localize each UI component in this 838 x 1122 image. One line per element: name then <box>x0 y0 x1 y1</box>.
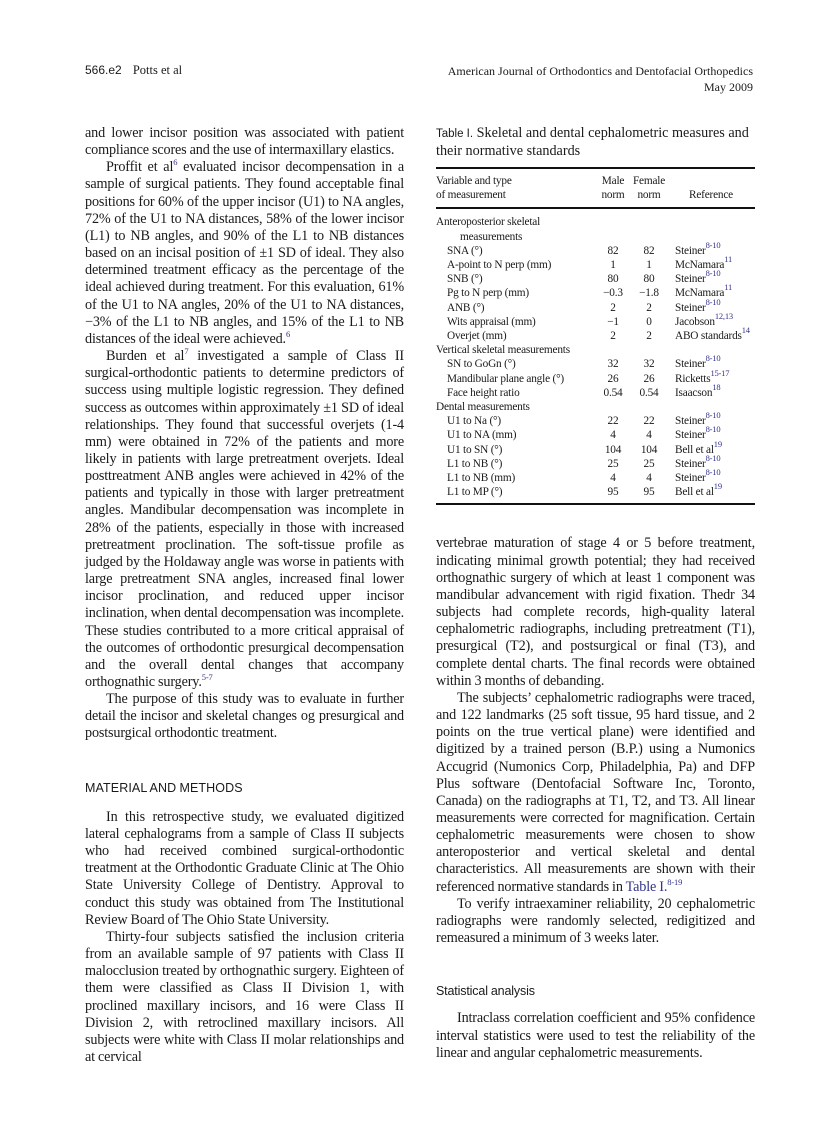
reference-cell: Steiner$^{8-10}$ <box>675 467 721 485</box>
variable-cell: L1 to NB (mm) <box>447 472 516 485</box>
paragraph <box>85 125 404 159</box>
paragraph <box>85 691 404 742</box>
header-variable: Variable and type of measurement <box>436 168 595 208</box>
variable-cell: Pg to N perp (mm) <box>447 287 529 300</box>
paragraph <box>85 159 404 348</box>
text-run: Burden et al <box>106 348 185 365</box>
citation-superscript[interactable]: 12,13 <box>714 310 733 321</box>
paragraph <box>436 1010 755 1061</box>
female-norm-cell: 1 <box>646 259 652 272</box>
citation-superscript[interactable]: 8-19 <box>667 876 683 887</box>
citation-superscript[interactable]: 15-17 <box>710 367 730 378</box>
citation-superscript[interactable]: 8-10 <box>705 452 721 463</box>
reference-cell: McNamara$^{11}$ <box>675 282 733 300</box>
table-1 <box>436 125 755 505</box>
variable-cell: ANB (°) <box>447 301 485 314</box>
text-run: investigated a sample of Class II surgical-orthodontic patients to determine predictors of success using multiple logistic regression. They defined success as outcomes within approximately ±1 SD of ideal relationships. They found that successful overjets (1-4 mm) were obtained in 72% of the patients and more likely in patients with large pretreatment overjets. Ideal posttreatment ANB angles were achieved in 42% of the patients and typically in those with larger pretreatment angles. Mandibular decompensation was incomplete in 28% of the patients, especially in those with increased pretreatment proclination. The soft-tissue profile as judged by the Holdaway angle was worse in patients with large pretreatment SNA angles, increased final lower incisor proclination, and reduced upper incisor inclination, when dental decompensation was incomplete. These studies contributed to a more critical appraisal of the outcomes of orthodontic presurgical decompensation and the overall dental changes that accompany orthognathic surgery. <box>85 348 405 690</box>
reference-cell: ABO standards$^{14}$ <box>675 325 750 343</box>
female-norm-cell: 4 <box>646 429 652 442</box>
table-row <box>436 244 755 258</box>
text-run: The subjects’ cephalometric radiographs were traced, and 122 landmarks (25 soft tissue, 95 hard tissue, and 2 points on the true vertical plane) were identified and digitized by a trained person (B.P.) using a Numonics Accugrid (Numonics Corp, Philadelphia, Pa) and DFP Plus software (Dentofacial Software Inc, Toronto, Canada) on the radiographs at T1, T2, and T3. All linear measurements were corrected for magnification. Certain cephalometric measurements were chosen to show anteroposterior and vertical skeletal and dental characteristics. All measurements are shown with their referenced normative standards in <box>436 689 755 895</box>
paragraph <box>85 809 404 929</box>
citation-superscript[interactable]: 19 <box>713 481 722 492</box>
authors: Potts et al <box>132 63 183 77</box>
text-run: To verify intraexaminer reliability, 20 cephalometric radiographs were randomly selected, redigitized and remeasured a minimum of 3 weeks later. <box>436 895 755 947</box>
variable-cell: U1 to SN (°) <box>447 443 503 456</box>
text-run: Proffit et al <box>106 159 174 176</box>
left-column <box>85 125 404 1066</box>
male-norm-cell: 95 <box>595 485 631 504</box>
table-category-row <box>436 208 755 243</box>
citation-superscript[interactable]: 8-10 <box>705 410 721 421</box>
reference-cell: Isaacson$^{18}$ <box>675 381 721 399</box>
table-row <box>436 428 755 442</box>
male-norm-cell: 82 <box>607 244 619 257</box>
male-norm-cell: −0.3 <box>603 287 623 300</box>
table-row <box>436 386 755 400</box>
variable-cell: L1 to MP (°) <box>436 485 595 504</box>
table-label: Table I. <box>436 128 474 140</box>
text-run: and lower incisor position was associated with patient compliance scores and the use of intermaxillary elastics. <box>85 125 404 159</box>
paragraph <box>436 896 755 947</box>
variable-cell: U1 to Na (°) <box>447 415 501 428</box>
female-norm-cell: 2 <box>646 330 652 343</box>
table-caption <box>436 125 755 160</box>
reference-cell: Bell et al$^{19}$ <box>675 438 722 456</box>
reference-cell: Steiner$^{8-10}$ <box>675 296 721 314</box>
table-row <box>436 357 755 371</box>
citation-superscript[interactable]: 8-10 <box>705 239 721 250</box>
citation-superscript[interactable]: 6 <box>285 328 291 339</box>
text-run: evaluated incisor decompensation in a sample of surgical patients. They found acceptable final positions for 60% of the upper incisor (U1) to NA angles, 72% of the U1 to NA distances, 58% of the lower incisor (L1) to NB angles, and 90% of the L1 to NB distances based on an incisal position of ±1 SD of ideal. They also determined treatment efficacy as the percentage of the ideal achieved during treatment. For this evaluation, 61% of the U1 to NA angles, 20% of the U1 to NA distances, −3% of the L1 to NB angles, and 15% of the L1 to NB distances of the ideal were achieved. <box>85 159 404 347</box>
category-label: Dental measurements <box>436 401 530 414</box>
citation-superscript[interactable]: 19 <box>713 438 722 449</box>
female-norm-cell: 0 <box>646 315 652 328</box>
table-row <box>436 301 755 315</box>
header-reference: Reference <box>667 168 755 208</box>
reference-cell: Steiner$^{8-10}$ <box>675 239 721 257</box>
variable-cell: SNA (°) <box>447 244 483 257</box>
male-norm-cell: 32 <box>607 358 619 371</box>
female-norm-cell: 32 <box>643 358 655 371</box>
reference-cell: Steiner$^{8-10}$ <box>675 424 721 442</box>
table-link[interactable]: Table I. <box>625 878 668 895</box>
paragraph <box>85 348 404 691</box>
reference-cell: Steiner$^{8-10}$ <box>675 353 721 371</box>
female-norm-cell: 80 <box>643 273 655 286</box>
table-row <box>436 315 755 329</box>
text-run: vertebrae maturation of stage 4 or 5 before treatment, indicating minimal growth potential; they had received orthognathic surgery of which at least 1 component was mandibular advancement with rigid fixation. Thedr 34 subjects had complete records, high-quality lateral cephalometric radiographs, including pretreatment (T1), presurgical (T2), and postsurgical or final (T3), and complete dental charts. The final records were obtained within 3 months of debanding. <box>436 535 755 689</box>
male-norm-cell: 4 <box>610 429 616 442</box>
male-norm-cell: 22 <box>607 415 619 428</box>
variable-cell: Mandibular plane angle (°) <box>447 372 564 385</box>
female-norm-cell: −1.8 <box>639 287 659 300</box>
table-title: Skeletal and dental cephalometric measures and their normative standards <box>436 125 749 159</box>
journal-name: American Journal of Orthodontics and Dentofacial Orthopedics <box>447 64 753 78</box>
variable-cell: L1 to NB (°) <box>447 457 503 470</box>
table-row <box>436 372 755 386</box>
female-norm-cell: 4 <box>646 472 652 485</box>
reference-cell: Steiner$^{8-10}$ <box>675 452 721 470</box>
male-norm-cell: 26 <box>607 372 619 385</box>
citation-superscript[interactable]: 8-10 <box>705 424 721 435</box>
text-run: Thirty-four subjects satisfied the inclusion criteria from an available sample of 97 patients with Class II malocclusion treated by orthognathic surgery. Eighteen of them were classified as Class II Division 1, with proclined maxillary incisors, and 16 were Class II Division 2, with retroclined maxillary incisors. All subjects were white with Class II molar relationships and at cervical <box>85 928 404 1065</box>
right-column-wrapper <box>436 125 755 1062</box>
reference-cell: Jacobson$^{12,13}$ <box>675 310 733 328</box>
category-label: Anteroposterior skeletal measurements <box>436 216 541 243</box>
citation-superscript[interactable]: 18 <box>712 381 721 392</box>
paragraph <box>436 535 755 689</box>
male-norm-cell: 80 <box>607 273 619 286</box>
variable-cell: SN to GoGn (°) <box>447 358 516 371</box>
header-female-norm: Female norm <box>631 168 667 208</box>
citation-superscript[interactable]: 6 <box>173 157 178 168</box>
section-heading <box>85 780 404 797</box>
citation-superscript[interactable]: 8-10 <box>705 353 721 364</box>
text-run: In this retrospective study, we evaluated digitized lateral cephalograms from a sample of Class II subjects who had received combined surgical-orthodontic treatment at the Orthodontic Graduate Clinic at The Ohio State University College of Dentistry. Approval to conduct this study was obtained from The Institutional Review Board of The Ohio State University. <box>85 808 404 928</box>
variable-cell: Overjet (mm) <box>447 330 507 343</box>
male-norm-cell: 25 <box>607 457 619 470</box>
cephalometric-norms-table <box>436 167 755 505</box>
male-norm-cell: 2 <box>610 330 616 343</box>
header-male-norm: Male norm <box>595 168 631 208</box>
citation-superscript[interactable]: 5-7 <box>201 672 213 682</box>
running-header-left <box>85 63 182 78</box>
variable-cell: Wits appraisal (mm) <box>447 315 536 328</box>
citation-superscript[interactable]: 8-10 <box>705 296 721 307</box>
citation-superscript[interactable]: 8-10 <box>705 268 721 279</box>
paragraph <box>85 929 404 1066</box>
subsection-heading <box>436 983 755 1000</box>
running-header-right <box>448 63 753 95</box>
female-norm-cell: 0.54 <box>639 386 659 399</box>
citation-superscript[interactable]: 14 <box>741 325 750 336</box>
female-norm-cell: 95 <box>631 485 667 504</box>
reference-cell: Ricketts$^{15-17}$ <box>675 367 730 385</box>
male-norm-cell: 104 <box>604 443 622 456</box>
citation-superscript[interactable]: 11 <box>724 254 733 265</box>
reference-cell: Steiner$^{8-10}$ <box>675 410 721 428</box>
male-norm-cell: 1 <box>610 259 616 272</box>
variable-cell: Face height ratio <box>447 386 520 399</box>
citation-superscript[interactable]: 7 <box>184 346 189 357</box>
reference-cell: Steiner$^{8-10}$ <box>675 268 721 286</box>
variable-cell: U1 to NA (mm) <box>447 429 517 442</box>
female-norm-cell: 82 <box>643 244 655 257</box>
female-norm-cell: 25 <box>643 457 655 470</box>
text-run: Statistical analysis <box>436 984 535 999</box>
table-row <box>436 329 755 343</box>
female-norm-cell: 2 <box>646 301 652 314</box>
variable-cell: SNB (°) <box>447 273 483 286</box>
page-number: 566.e2 <box>85 63 122 77</box>
table-row <box>436 471 755 485</box>
male-norm-cell: −1 <box>607 315 619 328</box>
male-norm-cell: 4 <box>610 472 616 485</box>
text-run: Intraclass correlation coefficient and 95% confidence interval statistics were used to test the reliability of the linear and angular cephalometric measurements. <box>436 1010 755 1061</box>
variable-cell: A-point to N perp (mm) <box>447 259 552 272</box>
female-norm-cell: 22 <box>643 415 655 428</box>
text-run: MATERIAL AND METHODS <box>85 780 243 795</box>
male-norm-cell: 2 <box>610 301 616 314</box>
text-run: The purpose of this study was to evaluate in further detail the incisor and skeletal changes og presurgical and postsurgical orthodontic treatment. <box>85 691 404 742</box>
citation-superscript[interactable]: 11 <box>724 282 733 293</box>
table-row <box>436 272 755 286</box>
reference-cell: McNamara$^{11}$ <box>675 254 733 272</box>
issue-date: May 2009 <box>704 80 753 94</box>
paragraph <box>436 690 755 896</box>
category-label: Vertical skeletal measurements <box>436 344 570 357</box>
table-row <box>436 485 755 504</box>
female-norm-cell: 104 <box>640 443 658 456</box>
right-column <box>436 535 755 1061</box>
citation-superscript[interactable]: 8-10 <box>705 467 721 478</box>
male-norm-cell: 0.54 <box>603 386 623 399</box>
reference-cell: Bell et al$^{19}$ <box>667 485 755 504</box>
female-norm-cell: 26 <box>643 372 655 385</box>
